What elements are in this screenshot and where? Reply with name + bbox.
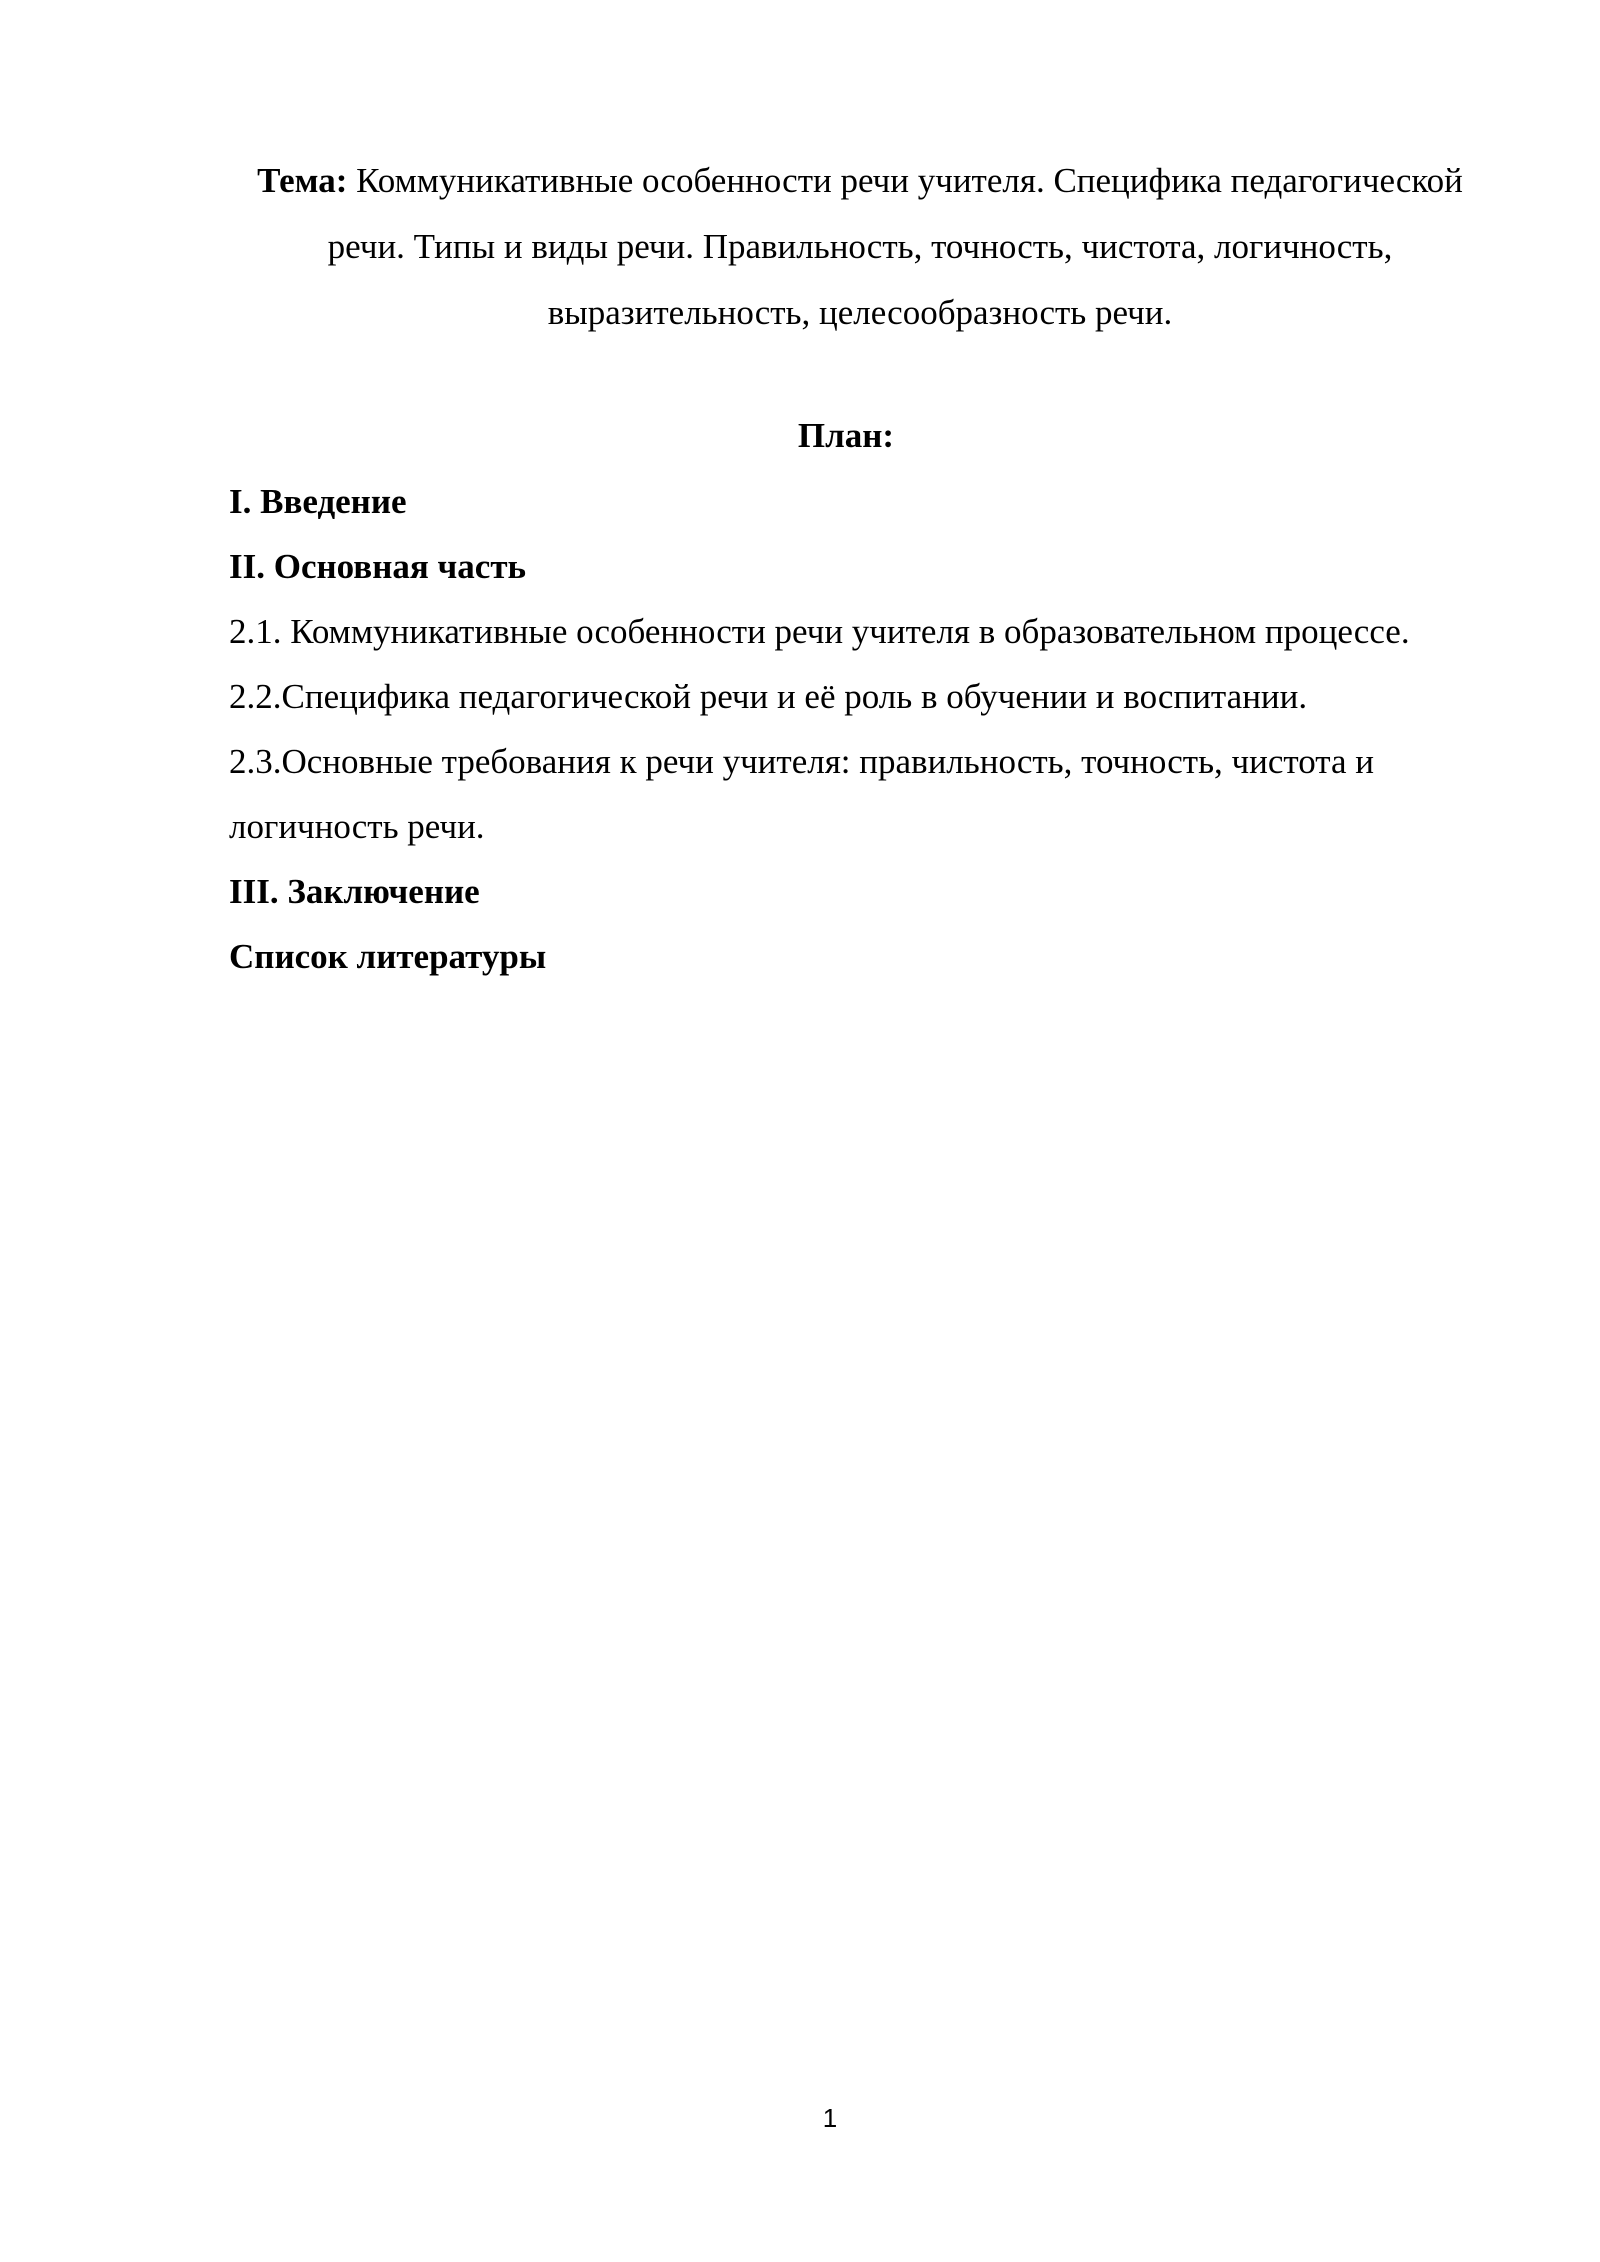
plan-list: [229, 469, 1529, 989]
plan-item-main-part: II. Основная часть: [229, 547, 527, 586]
plan-item-2-1: 2.1. Коммуникативные особенности речи учителя в образовательном процессе.: [229, 612, 1410, 651]
topic-label: Тема:: [257, 161, 348, 200]
page-number: 1: [822, 2103, 838, 2133]
topic-text: Коммуникативные особенности речи учителя. Специфика педагогической речи. Типы и виды речи. Правильность, точность, чистота, логичность, выразительность, целесообразность речи.: [327, 161, 1463, 332]
plan-item-2-3: 2.3.Основные требования к речи учителя: правильность, точность, чистота и логичность речи.: [229, 742, 1375, 846]
plan-item-2-2: 2.2.Специфика педагогической речи и её роль в обучении и воспитании.: [229, 677, 1308, 716]
plan-item-conclusion: III. Заключение: [229, 872, 480, 911]
plan-item-bibliography: Список литературы: [229, 937, 547, 976]
plan-heading: План:: [797, 416, 895, 455]
plan-item-introduction: I. Введение: [229, 482, 407, 521]
topic-paragraph: [250, 148, 1470, 346]
